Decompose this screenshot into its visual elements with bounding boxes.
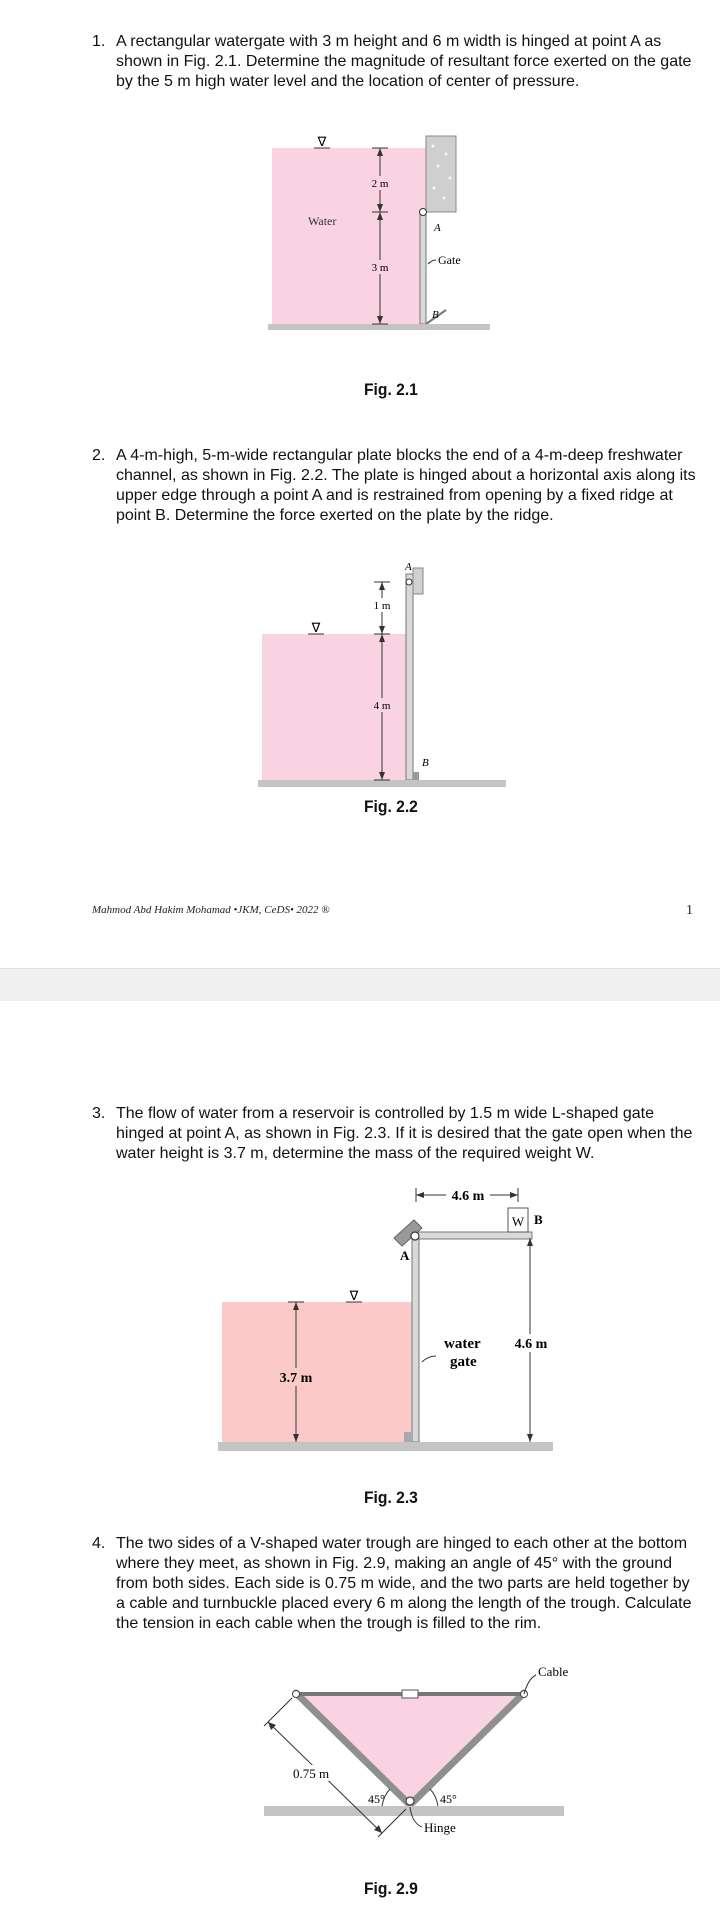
hinge-a-icon	[420, 209, 427, 216]
figure-caption: Fig. 2.2	[364, 797, 418, 816]
figure-2-2	[258, 560, 508, 790]
point-a-label: A	[405, 561, 412, 573]
gate-label-line1: water	[444, 1336, 481, 1352]
point-b-label: B	[422, 757, 429, 769]
surface-symbol: ∇	[349, 1288, 359, 1303]
figure-2-3	[218, 1166, 558, 1451]
water-region	[272, 148, 426, 324]
gate-plate	[420, 212, 426, 324]
figure-caption: Fig. 2.9	[364, 1879, 418, 1898]
problem-3	[92, 1104, 698, 1164]
angle-right: 45°	[440, 1792, 457, 1806]
cable-label: Cable	[538, 1664, 569, 1679]
ground	[258, 780, 506, 787]
document-page-2	[0, 1001, 720, 1920]
problem-number: 4.	[92, 1535, 106, 1552]
hinge-icon	[406, 1797, 414, 1805]
problem-text: A rectangular watergate with 3 m height and 6 m width is hinged at point A as shown in Fig. 2.1. Determine the magnitude of resultant force exerted on the gate by the 5 m high water level and the location of center of pressure.	[116, 33, 692, 90]
ground	[218, 1442, 553, 1451]
problem-text: A 4-m-high, 5-m-wide rectangular plate blocks the end of a 4-m-deep freshwater channel, as shown in Fig. 2.2. The plate is hinged about a horizontal axis along its upper edge through a point A and is restrained from opening by a fixed ridge at point B. Determine the force exerted on the plate by the ridge.	[116, 447, 696, 524]
problem-number: 2.	[92, 447, 106, 464]
point-a-label: A	[400, 1248, 410, 1263]
dim-top: 4.6 m	[451, 1189, 485, 1204]
page-number: 1	[686, 903, 693, 918]
problem-text: The two sides of a V-shaped water trough are hinged to each other at the bottom where they meet, as shown in Fig. 2.9, making an angle of 45° with the ground from both sides. Each side is 0.75 m wide, and the two parts are held together by a cable and turnbuckle placed every 6 m along the length of the trough. Calculate the tension in each cable when the trough is filled to the rim.	[116, 1535, 692, 1632]
figure-2-9	[256, 1661, 576, 1851]
gate-horizontal	[412, 1232, 532, 1239]
hinge-a-icon	[411, 1232, 419, 1240]
water-height: 3.7 m	[279, 1371, 313, 1386]
point-a-label: A	[434, 222, 441, 234]
surface-symbol: ∇	[311, 620, 321, 635]
support-post	[413, 568, 423, 594]
hinge-a-icon	[406, 579, 412, 585]
problem-4	[92, 1534, 698, 1634]
figure-2-1	[268, 132, 498, 332]
water-label: Water	[308, 214, 337, 228]
angle-left: 45°	[368, 1792, 385, 1806]
gate-vertical	[412, 1238, 419, 1442]
page-separator	[0, 968, 720, 1002]
dim-right: 4.6 m	[514, 1337, 548, 1352]
figure-caption: Fig. 2.3	[364, 1488, 418, 1507]
point-b-label: B	[432, 309, 439, 321]
wall-block	[426, 136, 456, 212]
ridge-b	[413, 772, 419, 780]
dim-3m: 3 m	[371, 262, 389, 274]
plate	[406, 574, 413, 780]
dim-2m: 2 m	[371, 178, 389, 190]
problem-text: The flow of water from a reservoir is controlled by 1.5 m wide L-shaped gate hinged at point A, as shown in Fig. 2.3. If it is desired that the gate open when the water height is 3.7 m, determine the mass of the required weight W.	[116, 1105, 693, 1162]
figure-caption: Fig. 2.1	[364, 380, 418, 399]
gate-stop	[404, 1432, 412, 1442]
turnbuckle-icon	[402, 1690, 418, 1698]
weight-label: W	[511, 1214, 525, 1229]
dim-1m: 1 m	[373, 600, 391, 612]
ground	[268, 324, 490, 330]
ground	[264, 1806, 564, 1816]
hinge-label: Hinge	[424, 1820, 456, 1835]
dim-4m: 4 m	[373, 700, 391, 712]
problem-number: 3.	[92, 1105, 106, 1122]
problem-number: 1.	[92, 33, 106, 50]
footer-author: Mahmod Abd Hakim Mohamad •JKM, CeDS• 2022 ®	[92, 904, 330, 916]
problem-1	[92, 32, 698, 92]
side-width: 0.75 m	[292, 1766, 330, 1781]
gate-label: Gate	[438, 253, 461, 267]
gate-label-line2: gate	[450, 1354, 477, 1370]
problem-2	[92, 446, 698, 526]
point-b-label: B	[534, 1212, 543, 1227]
surface-symbol: ∇	[317, 134, 327, 149]
